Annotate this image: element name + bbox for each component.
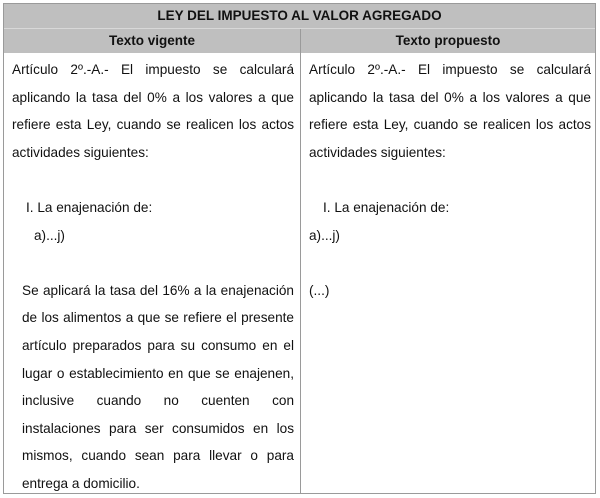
text-line: Artículo 2º.-A.- El impuesto se calculará xyxy=(12,62,294,77)
text-line: artículo preparados para su consumo en el xyxy=(22,337,294,353)
text-line: refiere esta Ley, cuando se realicen los actos xyxy=(12,117,294,133)
text-line: aplicando la tasa del 0% a los valores a que xyxy=(12,89,294,105)
column-divider xyxy=(300,29,301,493)
ellipsis-text: (...) xyxy=(309,282,330,298)
text-line: inclusive cuando no cuenten con xyxy=(22,393,294,409)
current-text-column xyxy=(12,56,294,498)
text-line: lugar o establecimiento en que se enajenen, xyxy=(22,365,294,381)
proposed-text-column xyxy=(309,56,591,304)
sub-item: a)...j) xyxy=(309,227,340,243)
table-title: LEY DEL IMPUESTO AL VALOR AGREGADO xyxy=(4,4,595,29)
text-line: actividades siguientes: xyxy=(12,144,149,160)
text-line: entrega a domicilio. xyxy=(22,475,140,491)
list-item: I. La enajenación de: xyxy=(323,199,450,215)
comparison-table xyxy=(3,3,596,494)
header-current-text: Texto vigente xyxy=(4,29,300,53)
text-line: actividades siguientes: xyxy=(309,144,446,160)
sub-item: a)...j) xyxy=(34,227,65,243)
text-line: refiere esta Ley, cuando se realicen los actos xyxy=(309,117,591,133)
text-line: aplicando la tasa del 0% a los valores a que xyxy=(309,89,591,105)
text-line: Artículo 2º.-A.- El impuesto se calculará xyxy=(309,62,591,77)
text-line: Se aplicará la tasa del 16% a la enajenación xyxy=(22,282,294,298)
header-proposed-text: Texto propuesto xyxy=(301,29,595,53)
text-line: instalaciones para ser consumidos en los xyxy=(22,420,294,436)
list-item: I. La enajenación de: xyxy=(26,199,153,215)
text-line: mismos, cuando sean para llevar o para xyxy=(22,448,294,464)
text-line: de los alimentos a que se refiere el presente xyxy=(22,310,294,326)
